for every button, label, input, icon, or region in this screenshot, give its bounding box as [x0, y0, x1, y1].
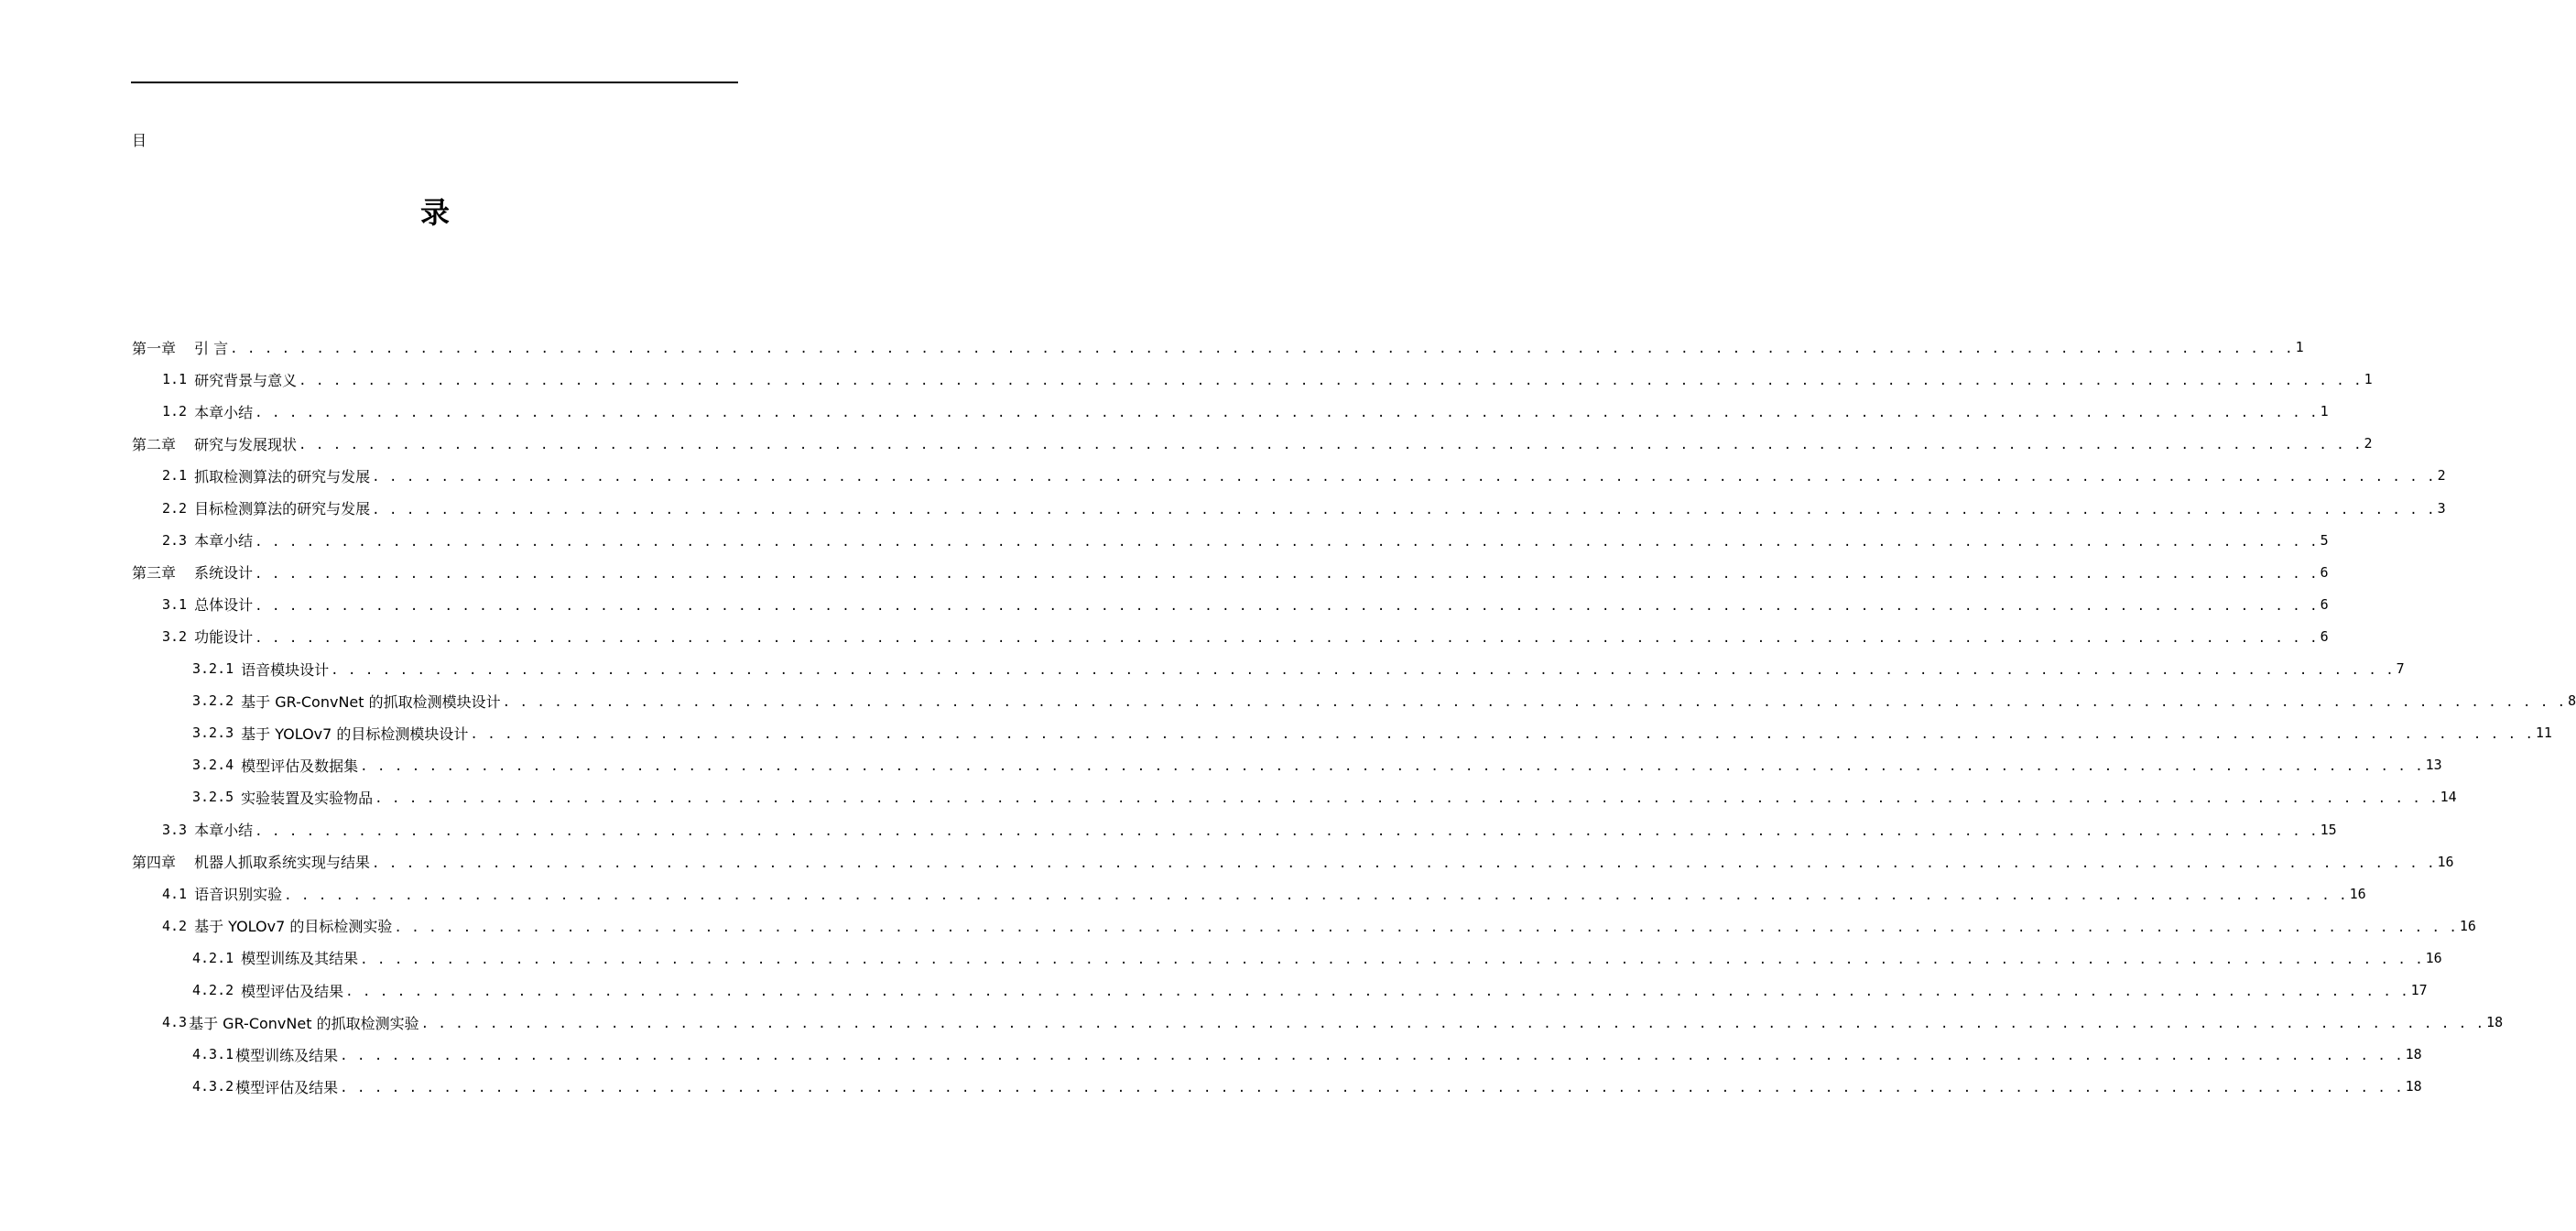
toc-page-number: 7 [2396, 660, 2405, 677]
toc-page-number: 13 [2425, 757, 2442, 774]
toc-page-number: 3 [2437, 499, 2446, 517]
toc-page-number: 1 [2364, 371, 2373, 388]
toc-dot-leader: . . . . . . . . . . . . . . . . . . . . . . . . . . . . . . . . . . . . . . . . . . . . . . . . . . . . . . . . . . . . . . . . . . . . . . . . . . . . . . . . . . . . . . . . . . . . . . . . . . . . . . . . . . . . . . . . . . . . . . . . [299, 438, 2363, 453]
toc-entry-number: 第三章 [132, 564, 177, 583]
toc-entry-number: 4.2.1 [192, 949, 234, 966]
toc-page-number: 18 [2405, 1078, 2422, 1095]
toc-entry[interactable] [162, 625, 2329, 648]
toc-entry-title: 语音模块设计 [241, 660, 330, 679]
toc-entry[interactable] [192, 978, 2428, 1002]
toc-entry-number: 4.1 [162, 885, 188, 902]
toc-page-number: 1 [2320, 403, 2329, 420]
toc-dot-leader: . . . . . . . . . . . . . . . . . . . . . . . . . . . . . . . . . . . . . . . . . . . . . . . . . . . . . . . . . . . . . . . . . . . . . . . . . . . . . . . . . . . . . . . . . . . . . . . . . . . . . . . . . . . . . . . . . . . . . . . . [255, 534, 2319, 550]
toc-heading-char-2: 录 [419, 195, 450, 230]
toc-dot-leader: . . . . . . . . . . . . . . . . . . . . . . . . . . . . . . . . . . . . . . . . . . . . . . . . . . . . . . . . . . . . . . . . . . . . . . . . . . . . . . . . . . . . . . . . . . . . . . . . . . . . . . . . . . . . . . . . . . . . . . . . [340, 1049, 2404, 1064]
toc-entry[interactable] [192, 753, 2442, 777]
toc-entry[interactable] [162, 528, 2329, 552]
toc-entry-title: 引 言 [194, 339, 229, 357]
toc-entry-number: 1.1 [162, 371, 188, 388]
toc-dot-leader: . . . . . . . . . . . . . . . . . . . . . . . . . . . . . . . . . . . . . . . . . . . . . . . . . . . . . . . . . . . . . . . . . . . . . . . . . . . . . . . . . . . . . . . . . . . . . . . . . . . . . . . . . . . . . . . . . . . . . . . . [331, 663, 2395, 678]
toc-page-number: 18 [2486, 1014, 2504, 1031]
toc-dot-leader: . . . . . . . . . . . . . . . . . . . . . . . . . . . . . . . . . . . . . . . . . . . . . . . . . . . . . . . . . . . . . . . . . . . . . . . . . . . . . . . . . . . . . . . . . . . . . . . . . . . . . . . . . . . . . . . . . . . . . . . . [255, 566, 2319, 582]
toc-dot-leader: . . . . . . . . . . . . . . . . . . . . . . . . . . . . . . . . . . . . . . . . . . . . . . . . . . . . . . . . . . . . . . . . . . . . . . . . . . . . . . . . . . . . . . . . . . . . . . . . . . . . . . . . . . . . . . . . . . . . . . . . [345, 985, 2409, 999]
toc-dot-leader: . . . . . . . . . . . . . . . . . . . . . . . . . . . . . . . . . . . . . . . . . . . . . . . . . . . . . . . . . . . . . . . . . . . . . . . . . . . . . . . . . . . . . . . . . . . . . . . . . . . . . . . . . . . . . . . . . . . . . . . . [360, 759, 2424, 775]
toc-entry-title: 模型训练及结果 [235, 1046, 339, 1064]
toc-dot-leader: . . . . . . . . . . . . . . . . . . . . . . . . . . . . . . . . . . . . . . . . . . . . . . . . . . . . . . . . . . . . . . . . . . . . . . . . . . . . . . . . . . . . . . . . . . . . . . . . . . . . . . . . . . . . . . . . . . . . . . . . [470, 727, 2534, 743]
toc-entry-number: 第二章 [132, 435, 177, 453]
toc-page-number: 16 [2425, 949, 2442, 966]
toc-entry-number: 4.2.2 [192, 982, 234, 998]
toc-entry-number: 3.2.3 [192, 724, 234, 742]
toc-entry[interactable] [132, 850, 2454, 874]
header-rule [131, 82, 738, 83]
toc-entry-title: 模型评估及结果 [241, 982, 344, 1000]
toc-entry[interactable] [132, 561, 2329, 584]
toc-dot-leader: . . . . . . . . . . . . . . . . . . . . . . . . . . . . . . . . . . . . . . . . . . . . . . . . . . . . . . . . . . . . . . . . . . . . . . . . . . . . . . . . . . . . . . . . . . . . . . . . . . . . . . . . . . . . . . . . . . . . . . . . [284, 888, 2348, 903]
toc-entry[interactable] [162, 1010, 2504, 1034]
toc-entry-number: 3.1 [162, 595, 188, 613]
toc-entry-title: 本章小结 [194, 822, 254, 839]
toc-dot-leader: . . . . . . . . . . . . . . . . . . . . . . . . . . . . . . . . . . . . . . . . . . . . . . . . . . . . . . . . . . . . . . . . . . . . . . . . . . . . . . . . . . . . . . . . . . . . . . . . . . . . . . . . . . . . . . . . . . . . . . . . [255, 598, 2319, 614]
toc-entry[interactable] [132, 431, 2373, 455]
toc-entry-title: 系统设计 [194, 564, 254, 583]
toc-entry[interactable] [192, 946, 2442, 970]
toc-entry[interactable] [192, 785, 2457, 809]
toc-entry-title: 本章小结 [194, 532, 254, 550]
toc-entry-title: 基于 YOLOv7 的目标检测实验 [194, 918, 393, 936]
toc-page-number: 17 [2410, 982, 2428, 998]
toc-page-number: 2 [2364, 435, 2373, 452]
toc-entry-number: 2.1 [162, 467, 188, 485]
toc-entry-number: 4.3 [162, 1014, 188, 1031]
toc-entry[interactable] [192, 721, 2552, 745]
toc-entry-number: 4.2 [162, 917, 188, 934]
toc-page-number: 1 [2295, 339, 2304, 355]
toc-entry-number: 4.3.1 [192, 1046, 234, 1063]
toc-entry[interactable] [192, 1074, 2422, 1098]
toc-dot-leader: . . . . . . . . . . . . . . . . . . . . . . . . . . . . . . . . . . . . . . . . . . . . . . . . . . . . . . . . . . . . . . . . . . . . . . . . . . . . . . . . . . . . . . . . . . . . . . . . . . . . . . . . . . . . . . . . . . . . . . . . [230, 342, 2294, 356]
toc-dot-leader: . . . . . . . . . . . . . . . . . . . . . . . . . . . . . . . . . . . . . . . . . . . . . . . . . . . . . . . . . . . . . . . . . . . . . . . . . . . . . . . . . . . . . . . . . . . . . . . . . . . . . . . . . . . . . . . . . . . . . . . . [372, 470, 2436, 485]
toc-page-number: 14 [2440, 789, 2457, 806]
toc-entry-title: 模型评估及数据集 [241, 757, 359, 775]
toc-dot-leader: . . . . . . . . . . . . . . . . . . . . . . . . . . . . . . . . . . . . . . . . . . . . . . . . . . . . . . . . . . . . . . . . . . . . . . . . . . . . . . . . . . . . . . . . . . . . . . . . . . . . . . . . . . . . . . . . . . . . . . . . [255, 406, 2319, 421]
toc-heading-char-1: 目 [132, 132, 147, 149]
toc-entry-title: 研究背景与意义 [194, 371, 298, 389]
toc-dot-leader: . . . . . . . . . . . . . . . . . . . . . . . . . . . . . . . . . . . . . . . . . . . . . . . . . . . . . . . . . . . . . . . . . . . . . . . . . . . . . . . . . . . . . . . . . . . . . . . . . . . . . . . . . . . . . . . . . . . . . . . . [255, 823, 2319, 839]
toc-entry-title: 语音识别实验 [194, 886, 283, 904]
toc-dot-leader: . . . . . . . . . . . . . . . . . . . . . . . . . . . . . . . . . . . . . . . . . . . . . . . . . . . . . . . . . . . . . . . . . . . . . . . . . . . . . . . . . . . . . . . . . . . . . . . . . . . . . . . . . . . . . . . . . . . . . . . . [394, 920, 2458, 935]
toc-entry-number: 3.2 [162, 627, 188, 645]
toc-entry-number: 3.2.4 [192, 757, 234, 774]
toc-dot-leader: . . . . . . . . . . . . . . . . . . . . . . . . . . . . . . . . . . . . . . . . . . . . . . . . . . . . . . . . . . . . . . . . . . . . . . . . . . . . . . . . . . . . . . . . . . . . . . . . . . . . . . . . . . . . . . . . . . . . . . . . [372, 855, 2436, 871]
toc-entry-number: 2.2 [162, 499, 188, 517]
toc-entry-title: 基于 YOLOv7 的目标检测模块设计 [241, 724, 469, 743]
toc-entry-number: 2.3 [162, 531, 188, 549]
toc-entry-title: 总体设计 [194, 596, 254, 615]
toc-entry-number: 3.2.1 [192, 660, 234, 677]
toc-entry-title: 模型训练及其结果 [241, 950, 359, 968]
toc-dot-leader: . . . . . . . . . . . . . . . . . . . . . . . . . . . . . . . . . . . . . . . . . . . . . . . . . . . . . . . . . . . . . . . . . . . . . . . . . . . . . . . . . . . . . . . . . . . . . . . . . . . . . . . . . . . . . . . . . . . . . . . . [420, 1017, 2485, 1032]
toc-entry-title: 目标检测算法的研究与发展 [194, 500, 371, 517]
toc-page-number: 18 [2405, 1046, 2422, 1063]
toc-dot-leader: . . . . . . . . . . . . . . . . . . . . . . . . . . . . . . . . . . . . . . . . . . . . . . . . . . . . . . . . . . . . . . . . . . . . . . . . . . . . . . . . . . . . . . . . . . . . . . . . . . . . . . . . . . . . . . . . . . . . . . . . [360, 952, 2424, 967]
toc-page-number: 16 [2437, 853, 2454, 870]
toc-entry-title: 本章小结 [194, 403, 254, 421]
toc-entry-number: 1.2 [162, 403, 188, 420]
toc-page-number: 2 [2437, 467, 2446, 485]
toc-entry-title: 研究与发展现状 [194, 435, 298, 453]
toc-entry[interactable] [162, 399, 2329, 423]
toc-dot-leader: . . . . . . . . . . . . . . . . . . . . . . . . . . . . . . . . . . . . . . . . . . . . . . . . . . . . . . . . . . . . . . . . . . . . . . . . . . . . . . . . . . . . . . . . . . . . . . . . . . . . . . . . . . . . . . . . . . . . . . . . [340, 1081, 2404, 1096]
toc-dot-leader: . . . . . . . . . . . . . . . . . . . . . . . . . . . . . . . . . . . . . . . . . . . . . . . . . . . . . . . . . . . . . . . . . . . . . . . . . . . . . . . . . . . . . . . . . . . . . . . . . . . . . . . . . . . . . . . . . . . . . . . . [375, 791, 2439, 807]
toc-entry[interactable] [192, 657, 2405, 681]
toc-entry-number: 3.3 [162, 821, 188, 838]
toc-entry[interactable] [162, 463, 2446, 487]
toc-entry-number: 3.2.2 [192, 692, 234, 710]
toc-page-number: 6 [2320, 595, 2329, 613]
toc-dot-leader: . . . . . . . . . . . . . . . . . . . . . . . . . . . . . . . . . . . . . . . . . . . . . . . . . . . . . . . . . . . . . . . . . . . . . . . . . . . . . . . . . . . . . . . . . . . . . . . . . . . . . . . . . . . . . . . . . . . . . . . . [372, 502, 2436, 517]
toc-entry-number: 第四章 [132, 854, 177, 872]
toc-page-number: 6 [2320, 563, 2329, 581]
toc-entry[interactable] [162, 593, 2329, 616]
toc-entry-title: 实验装置及实验物品 [241, 789, 374, 807]
toc-entry[interactable] [162, 914, 2476, 938]
toc-entry-title: 机器人抓取系统实现与结果 [194, 854, 371, 872]
toc-entry[interactable] [162, 818, 2337, 842]
toc-entry-number: 4.3.2 [192, 1078, 234, 1095]
toc-page-number: 16 [2349, 885, 2366, 902]
toc-entry-title: 抓取检测算法的研究与发展 [194, 467, 371, 485]
toc-entry-title: 基于 GR-ConvNet 的抓取检测模块设计 [241, 692, 501, 711]
toc-entry[interactable] [132, 335, 2304, 359]
toc-page-number: 5 [2320, 531, 2329, 549]
toc-entry-number: 3.2.5 [192, 789, 234, 806]
toc-entry[interactable] [192, 1042, 2422, 1066]
toc-page-number: 6 [2320, 627, 2329, 645]
toc-dot-leader: . . . . . . . . . . . . . . . . . . . . . . . . . . . . . . . . . . . . . . . . . . . . . . . . . . . . . . . . . . . . . . . . . . . . . . . . . . . . . . . . . . . . . . . . . . . . . . . . . . . . . . . . . . . . . . . . . . . . . . . . [299, 374, 2363, 389]
toc-dot-leader: . . . . . . . . . . . . . . . . . . . . . . . . . . . . . . . . . . . . . . . . . . . . . . . . . . . . . . . . . . . . . . . . . . . . . . . . . . . . . . . . . . . . . . . . . . . . . . . . . . . . . . . . . . . . . . . . . . . . . . . . [255, 630, 2319, 646]
toc-page-number: 8 [2568, 692, 2576, 710]
toc-entry-title: 功能设计 [194, 628, 254, 647]
toc-entry[interactable] [162, 367, 2373, 391]
toc-entry[interactable] [162, 882, 2366, 906]
toc-entry-number: 第一章 [132, 339, 177, 357]
toc-page-number: 15 [2320, 821, 2337, 838]
toc-page-number: 16 [2459, 917, 2476, 934]
toc-entry[interactable] [162, 496, 2446, 520]
toc-page-number: 11 [2535, 724, 2552, 742]
toc-entry[interactable] [192, 689, 2576, 713]
toc-dot-leader: . . . . . . . . . . . . . . . . . . . . . . . . . . . . . . . . . . . . . . . . . . . . . . . . . . . . . . . . . . . . . . . . . . . . . . . . . . . . . . . . . . . . . . . . . . . . . . . . . . . . . . . . . . . . . . . . . . . . . . . . [502, 695, 2567, 711]
toc-entry-title: 基于 GR-ConvNet 的抓取检测实验 [189, 1014, 419, 1032]
toc-entry-title: 模型评估及结果 [235, 1078, 339, 1096]
